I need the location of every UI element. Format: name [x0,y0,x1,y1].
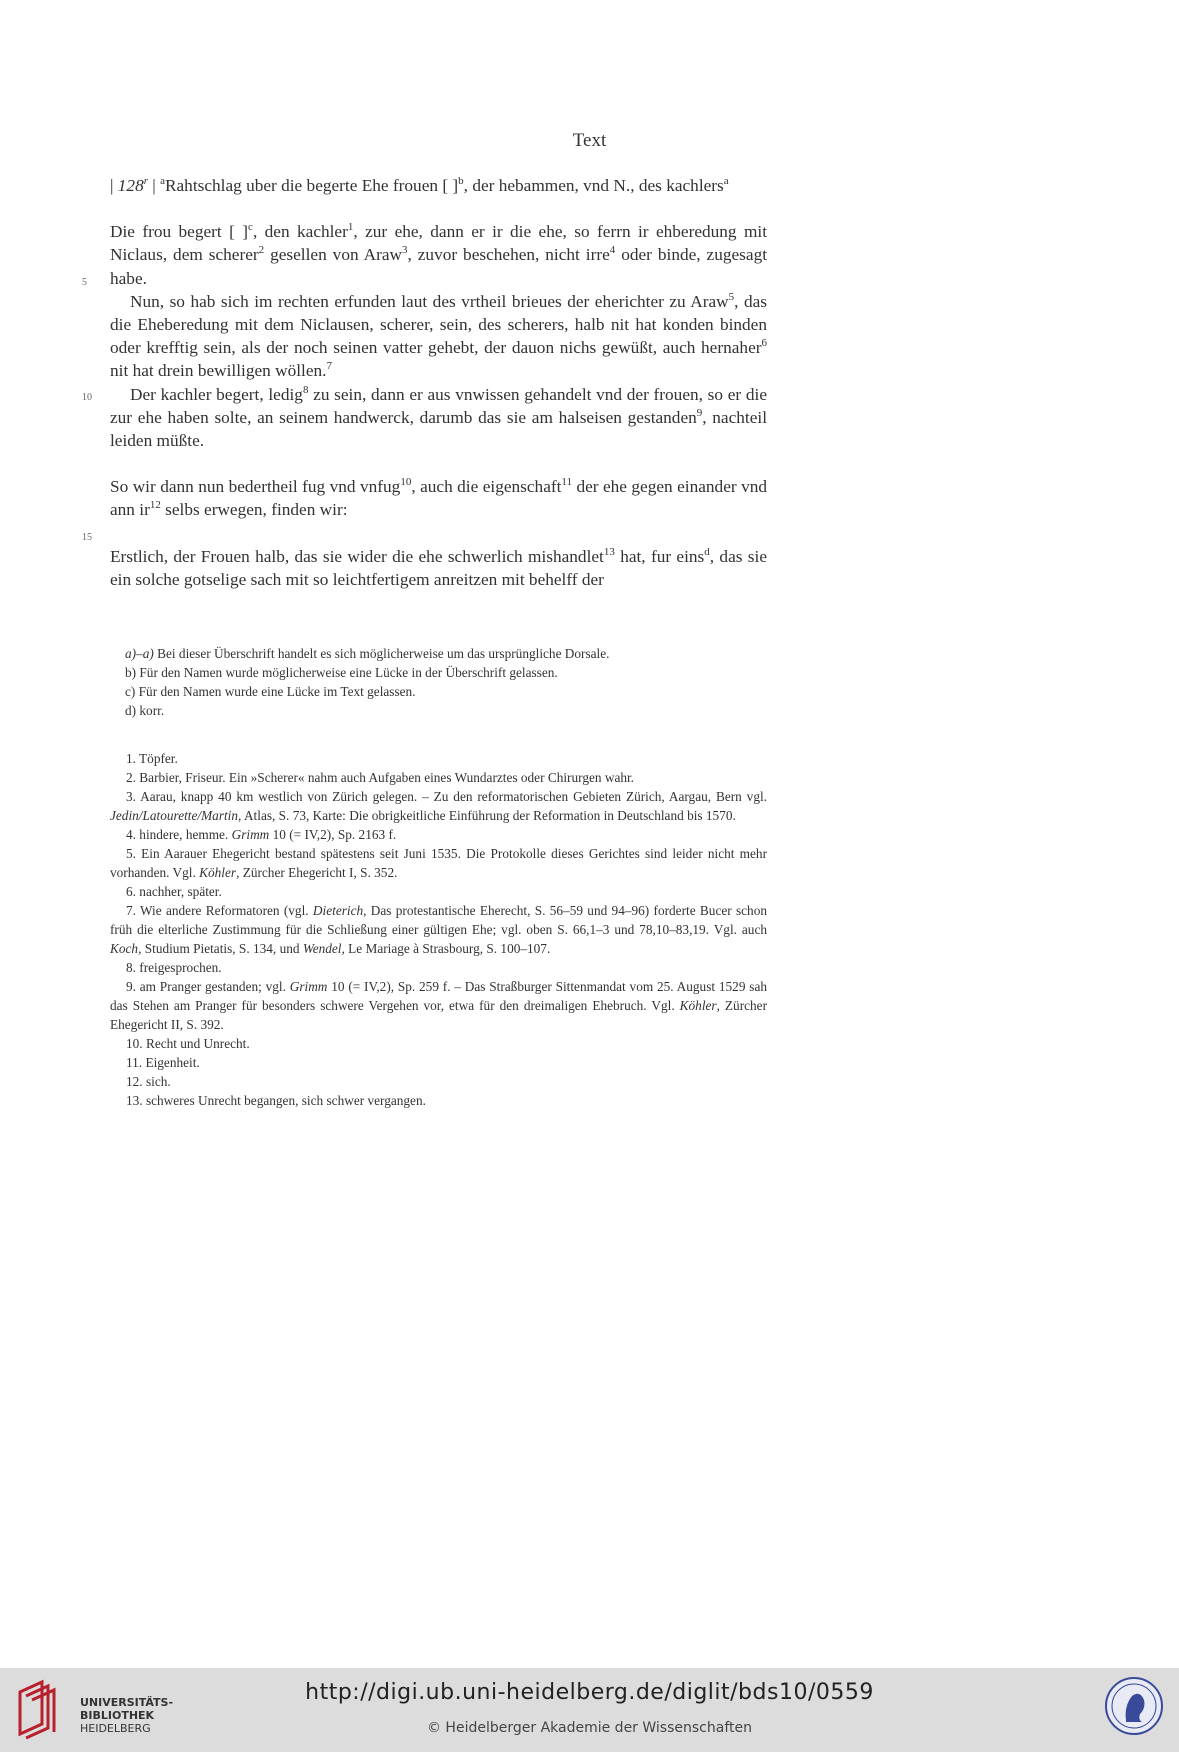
paragraph-1 [110,220,767,290]
text-run: b) Für den Namen wurde möglicherweise eine Lücke in der Überschrift gelassen. [125,665,558,680]
italic-text: Köhler [679,998,717,1013]
footnote [110,825,767,844]
heading: | 128$^r$ | $^a$Rahtschlag uber die begerte Ehe frouen [ ]$^b$, der hebammen, vnd N., des kachlers$^a$ [110,175,729,195]
text-run: 4. hindere, hemme. [126,827,232,842]
text-run: zu sein, dann er aus vnwissen gehandelt vnd der frouen, so er die zur ehe haben solte, an seinem handwerck, darumb das sie am halseisen gestanden [110,384,767,427]
footnote [110,1034,767,1053]
italic-text: Dieterich [312,903,364,918]
note-marker: 6 [761,337,767,350]
text-run: 10. Recht und Unrecht. [126,1036,250,1051]
note-marker: 5 [728,291,735,304]
text-run: 12. sich. [126,1074,171,1089]
note-marker: 4 [609,244,616,257]
paragraph-2 [110,290,767,383]
text-run: Atlas, S. 73, Karte: Die obrigkeitliche Einführung der Reformation in Deutschland bis 1570. [241,808,736,823]
note-marker: 7 [326,360,332,373]
footnote [110,844,767,882]
footer-bar [0,1668,1179,1752]
apparatus-entry [110,701,767,720]
text-run: 8. freigesprochen. [126,960,222,975]
text-run: 9. am Pranger gestanden; vgl. [126,979,290,994]
note-marker: 3 [401,244,408,257]
text-run: 1. Töpfer. [126,751,178,766]
text-run: 2. Barbier, Friseur. Ein »Scherer« nahm auch Aufgaben eines Wundarztes oder Chirurgen wahr. [126,770,635,785]
folio-number: 128 [117,176,144,195]
academy-seal-icon [1104,1676,1164,1736]
footnote [110,768,767,787]
note-marker: 2 [258,244,265,257]
line-number-5: 5 [82,277,87,288]
apparatus-entry [110,682,767,701]
note-marker: 1 [347,221,354,234]
text-run: 10 (= IV,2), Sp. 259 f. – Das Straßburger Sittenmandat vom 25. August 1529 sah das Stehen am Pranger für besonders schwere Vergehen vor, etwa für den dreimaligen Ehebruch. Vgl. [110,979,767,1013]
text-run: hat, fur eins [614,546,705,566]
footnote [110,787,767,825]
text-run: Bei dieser Überschrift handelt es sich möglicherweise um das ursprüngliche Dorsale. [153,646,610,661]
text-run: , Zürcher Ehegericht II, S. 392. [110,998,767,1032]
text-run: gesellen von Araw [264,245,402,265]
footnotes [110,749,767,1110]
text-run: nit hat drein bewilligen wöllen. [110,361,327,381]
footnote [110,901,767,958]
text-run: Erstlich, der Frouen halb, das sie wider die ehe schwerlich mishandlet [110,546,604,566]
italic-text: Grimm [231,827,270,842]
line-number-10: 10 [82,392,92,403]
text-run: selbs erwegen, finden wir: [160,500,348,520]
note-marker: 11 [561,476,573,489]
apparatus-entry [110,644,767,663]
italic-text: Köhler [199,865,237,880]
text-run: d) korr. [125,703,165,718]
text-run: 5. Ein Aarauer Ehegericht bestand spätestens seit Juni 1535. Die Protokolle dieses Gerichtes sind leider nicht mehr vorhanden. Vgl. [110,846,767,880]
text-run: , auch die eigenschaft [411,477,562,497]
paragraph-4 [110,475,767,521]
text-run: 7. Wie andere Reformatoren (vgl. [126,903,313,918]
permalink-url[interactable]: http://digi.ub.uni-heidelberg.de/diglit/bds10/0559 [305,1680,874,1705]
italic-text: Jedin/Latourette/Martin, [110,808,242,823]
text-run: 6. nachher, später. [126,884,222,899]
paragraph-3 [110,383,767,453]
text-run: , zur ehe, dann er ir die ehe, so ferrn ir ehberedung mit Niclaus, dem scherer [110,222,768,265]
note-marker: 10 [400,476,412,489]
text-run: , den kachler [252,222,348,242]
text-run: der ehe gegen einander vnd ann ir [110,477,767,520]
text-run: Nun, so hab sich im rechten erfunden laut des vrtheil brieues der eherichter zu Araw [130,291,729,311]
library-name: UNIVERSITÄTS- BIBLIOTHEK HEIDELBERG [80,1696,174,1735]
footnote [110,958,767,977]
footnote [110,1053,767,1072]
text-run: Der kachler begert, ledig [130,384,303,404]
footnote [110,977,767,1034]
italic-text: Wendel, [302,941,345,956]
text-run: oder binde, zugesagt habe. [110,245,768,288]
footnote [110,882,767,901]
footnote [110,1072,767,1091]
text-run: 10 (= IV,2), Sp. 2163 f. [269,827,397,842]
text-run: c) Für den Namen wurde eine Lücke im Text gelassen. [125,684,416,699]
paragraph-5 [110,545,767,591]
text-run: Studium Pietatis, S. 134, und [141,941,303,956]
critical-apparatus [110,644,767,720]
text-run: 11. Eigenheit. [126,1055,200,1070]
copyright-notice: © Heidelberger Akademie der Wissenschaften [426,1720,752,1736]
text-run: , das die Eheberedung mit dem Niclausen, scherer, sein, des scherers, halb nit hat konden binden oder krefftig sein, als der noch seinen vatter gehebt, der dauon nichs gewüßt, auch hernaher [110,291,767,358]
note-marker: c [248,221,253,234]
line-number-15: 15 [82,532,92,543]
note-marker: d [704,545,710,558]
text-run: So wir dann nun bedertheil fug vnd vnfug [110,477,401,497]
text-run: , das sie ein solche gotselige sach mit so leichtfertigem anreitzen mit behelff der [110,546,767,589]
italic-text: a)–a) [125,646,154,661]
text-run: , Das protestantische Eherecht, S. 56–59 und 94–96) forderte Bucer schon früh die elterliche Zustimmung für die Schließung einer gültigen Ehe; vgl. oben S. 66,1–3 und 78,10–83,19. Vgl. auch [110,903,768,937]
text-run: 3. Aarau, knapp 40 km westlich von Zürich gelegen. – Zu den reformatorischen Gebieten Zürich, Aargau, Bern vgl. [126,789,767,804]
italic-text: Grimm [289,979,328,994]
apparatus-entry [110,663,767,682]
main-text [110,174,767,591]
text-run: 13. schweres Unrecht begangen, sich schwer vergangen. [126,1093,426,1108]
note-marker: 13 [603,545,615,558]
italic-text: Koch, [110,941,142,956]
text-run: , Zürcher Ehegericht I, S. 352. [236,865,398,880]
note-marker: 12 [149,499,161,512]
text-run: Le Mariage à Strasbourg, S. 100–107. [344,941,551,956]
text-run: , nachteil leiden müßte. [110,407,767,451]
text-run: Die frou begert [ ] [110,222,249,242]
text-run: , zuvor beschehen, nicht irre [407,245,610,265]
footnote [110,749,767,768]
note-marker: 8 [302,383,309,396]
note-marker: 9 [696,407,703,420]
running-head: Text [572,130,607,151]
footnote [110,1091,767,1110]
